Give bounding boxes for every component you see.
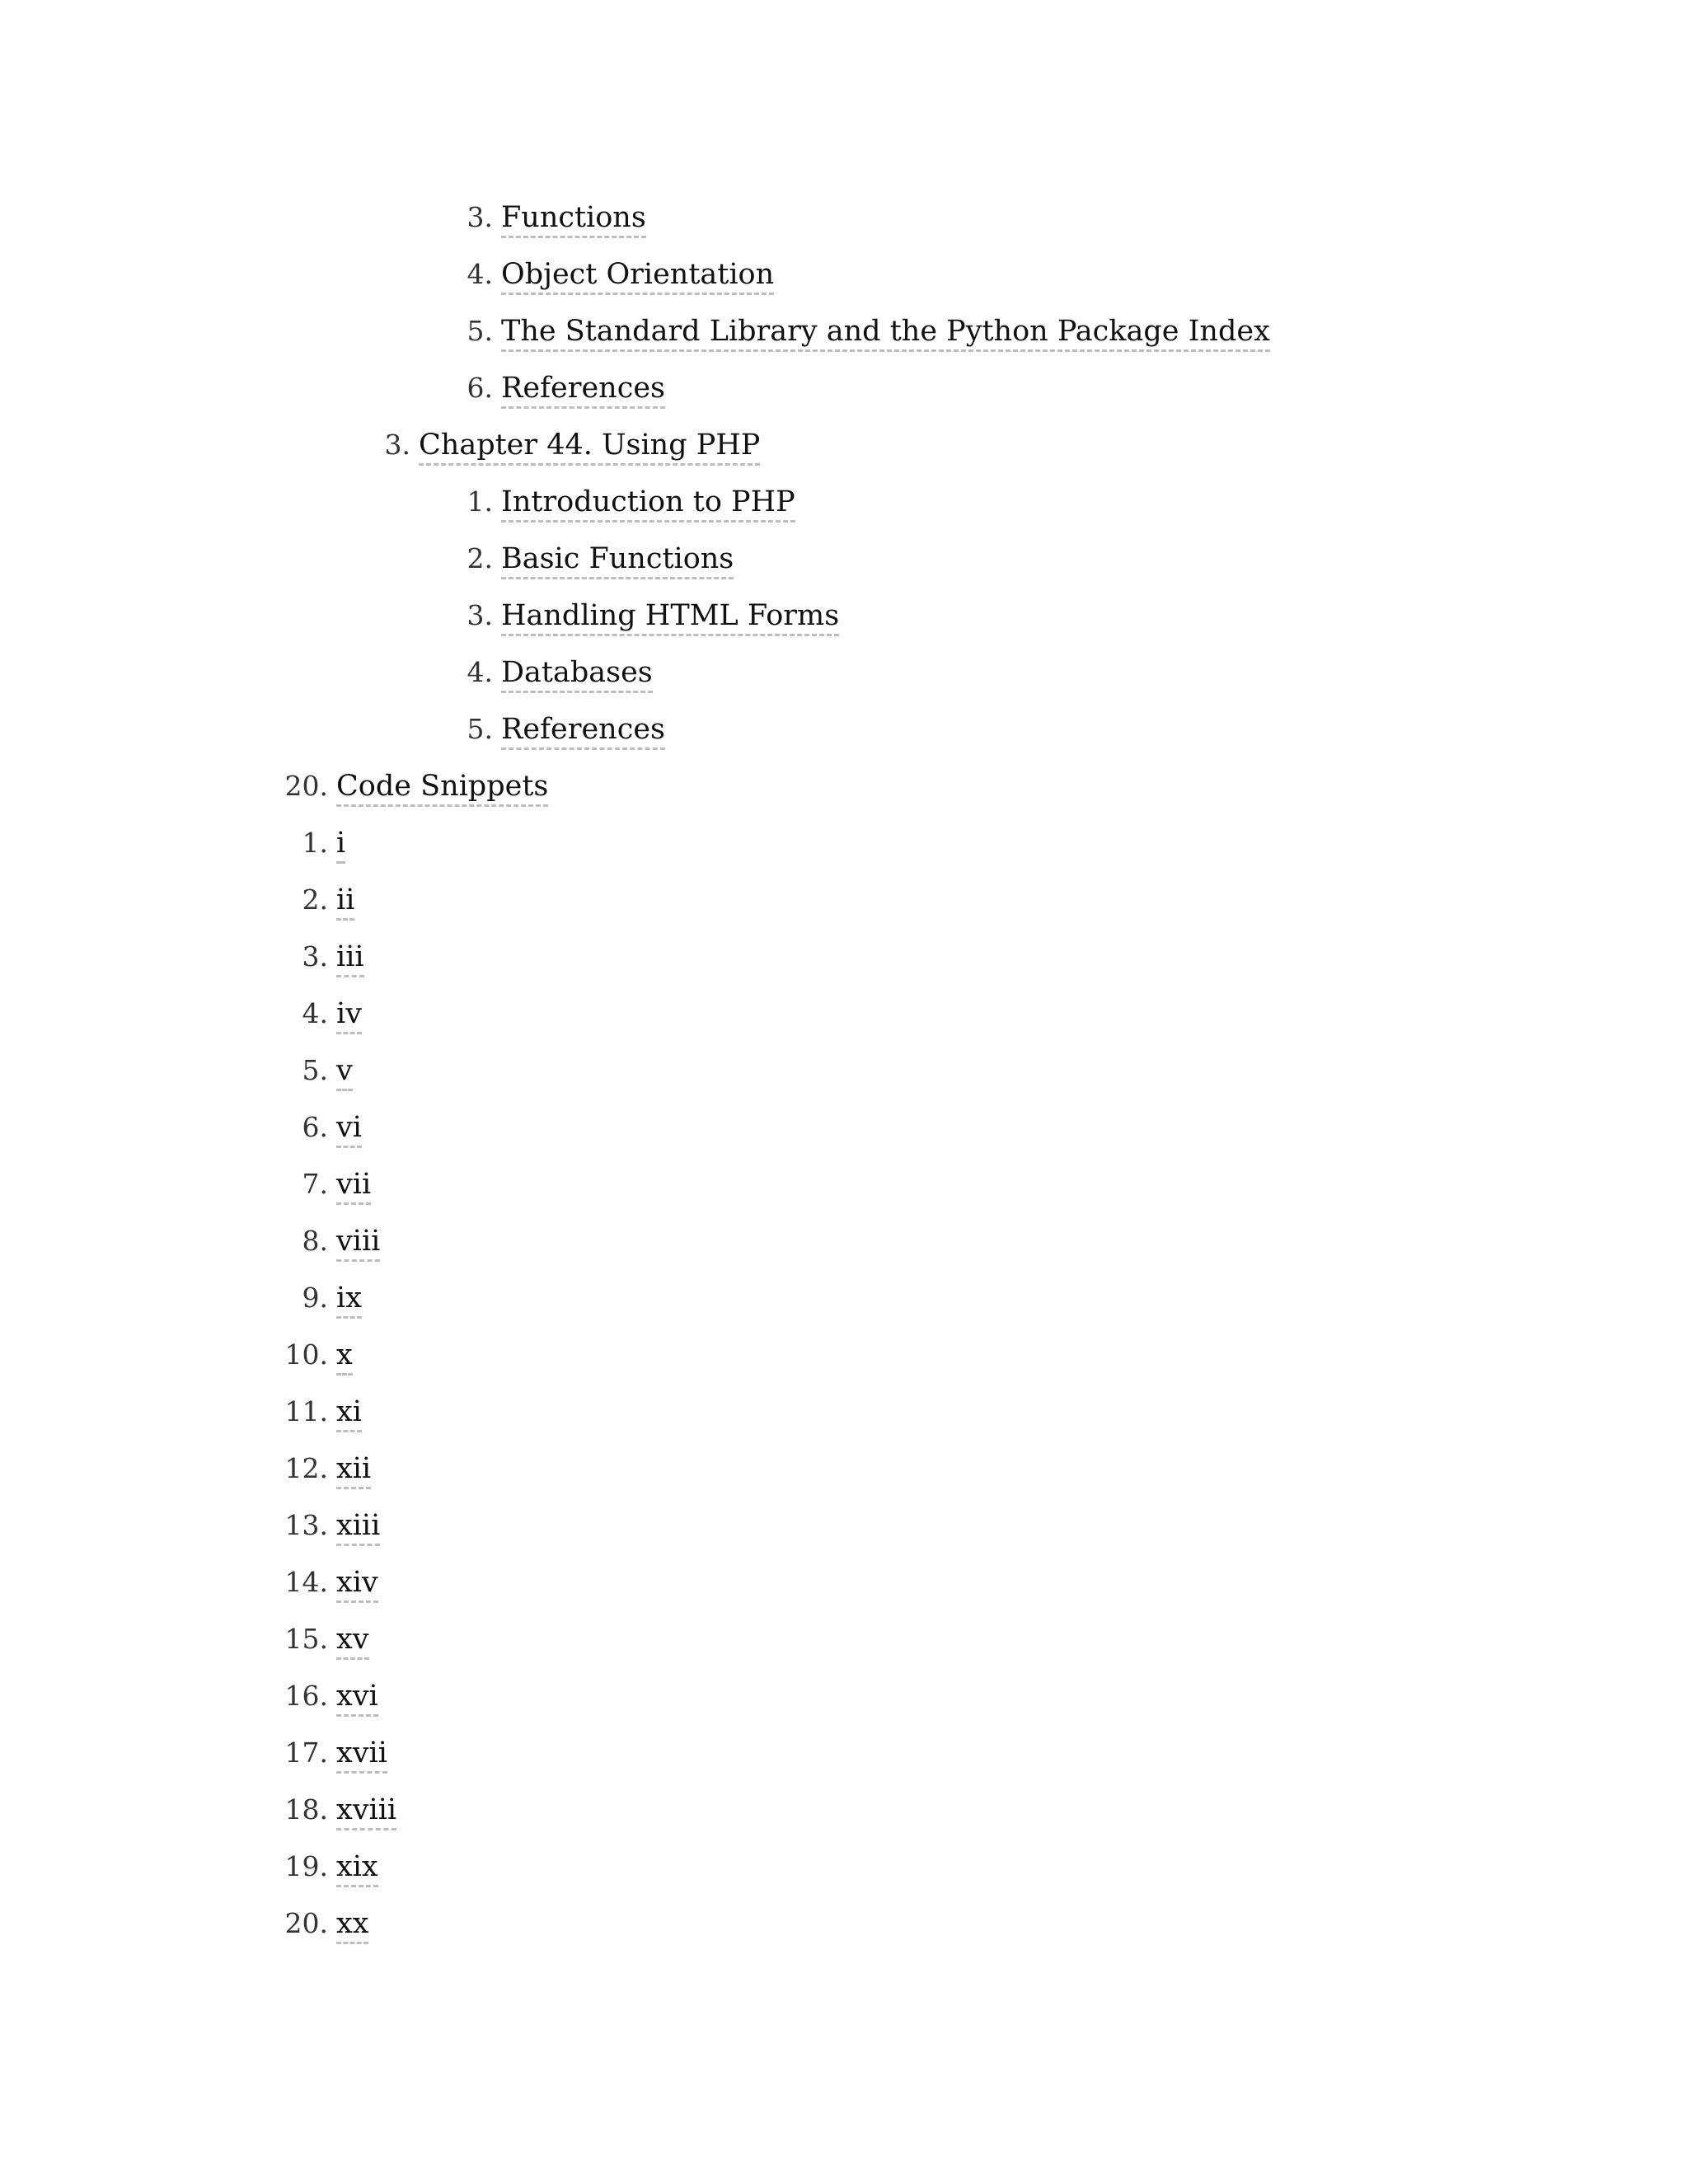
- toc-item-number: 5.: [467, 713, 493, 745]
- toc-link[interactable]: xv: [336, 1623, 369, 1660]
- toc-item-number: 5.: [302, 1054, 328, 1086]
- toc-item-roman[interactable]: [284, 1501, 381, 1550]
- toc-item-roman[interactable]: [284, 1728, 387, 1778]
- toc-item-number: 5.: [467, 315, 493, 347]
- toc-item-number: 13.: [284, 1509, 328, 1541]
- toc-item-roman[interactable]: [284, 1330, 353, 1380]
- toc-item-number: 6.: [467, 372, 493, 404]
- toc-item-roman[interactable]: [284, 1444, 372, 1493]
- toc-item-number: 20.: [284, 770, 328, 802]
- toc-link[interactable]: Functions: [501, 201, 646, 238]
- toc-link[interactable]: References: [501, 372, 665, 409]
- toc-link[interactable]: xvii: [336, 1736, 387, 1774]
- toc-item-object-orientation[interactable]: [467, 250, 775, 299]
- toc-item-roman[interactable]: [302, 1160, 372, 1209]
- toc-item-roman[interactable]: [302, 1103, 362, 1152]
- toc-link[interactable]: Code Snippets: [336, 770, 548, 807]
- toc-item-number: 18.: [284, 1793, 328, 1825]
- toc-item-number: 4.: [467, 656, 493, 688]
- toc-item-number: 3.: [384, 429, 410, 461]
- toc-link[interactable]: xii: [336, 1452, 371, 1489]
- toc-link[interactable]: xi: [336, 1395, 362, 1432]
- toc-item-number: 11.: [284, 1395, 328, 1427]
- toc-link[interactable]: The Standard Library and the Python Package Index: [501, 315, 1270, 352]
- toc-link[interactable]: Introduction to PHP: [501, 485, 795, 523]
- toc-item-roman[interactable]: [284, 1615, 369, 1664]
- toc-link[interactable]: xiv: [336, 1566, 378, 1603]
- toc-item-number: 9.: [302, 1282, 328, 1314]
- toc-link[interactable]: iv: [336, 997, 362, 1034]
- toc-item-roman[interactable]: [284, 1842, 378, 1891]
- toc-item-roman[interactable]: [284, 1899, 369, 1948]
- toc-link[interactable]: vii: [336, 1168, 371, 1205]
- toc-item-roman[interactable]: [284, 1387, 362, 1436]
- toc-item-number: 6.: [302, 1111, 328, 1143]
- toc-item-number: 8.: [302, 1225, 328, 1257]
- toc-link[interactable]: iii: [336, 940, 364, 977]
- toc-link[interactable]: xiii: [336, 1509, 380, 1546]
- toc-item-number: 2.: [302, 883, 328, 916]
- toc-item-basic-functions[interactable]: [467, 534, 734, 583]
- toc-item-number: 4.: [467, 258, 493, 290]
- toc-item-functions[interactable]: [467, 193, 646, 242]
- toc-item-databases[interactable]: [467, 648, 653, 697]
- toc-link[interactable]: xviii: [336, 1793, 396, 1830]
- toc-item-roman[interactable]: [302, 875, 355, 925]
- toc-item-roman[interactable]: [302, 989, 362, 1038]
- toc-item-roman[interactable]: [302, 932, 364, 982]
- toc-link[interactable]: Handling HTML Forms: [501, 599, 839, 636]
- toc-item-html-forms[interactable]: [467, 591, 840, 640]
- toc-item-number: 1.: [302, 827, 328, 859]
- toc-item-number: 15.: [284, 1623, 328, 1655]
- toc-item-number: 14.: [284, 1566, 328, 1598]
- toc-item-roman[interactable]: [302, 818, 346, 868]
- toc-item-number: 20.: [284, 1907, 328, 1939]
- toc-item-roman[interactable]: [284, 1558, 378, 1607]
- toc-item-number: 2.: [467, 542, 493, 574]
- toc-item-roman[interactable]: [302, 1216, 381, 1266]
- toc-item-number: 3.: [302, 940, 328, 972]
- toc-link[interactable]: xvi: [336, 1680, 378, 1717]
- toc-item-standard-library[interactable]: [467, 307, 1270, 356]
- toc-link[interactable]: xx: [336, 1907, 368, 1944]
- toc-link[interactable]: Chapter 44. Using PHP: [419, 429, 760, 466]
- toc-item-intro-php[interactable]: [467, 477, 795, 527]
- toc-item-number: 12.: [284, 1452, 328, 1484]
- toc-item-references[interactable]: [467, 363, 665, 413]
- toc-item-roman[interactable]: [302, 1046, 353, 1095]
- toc-item-number: 16.: [284, 1680, 328, 1712]
- toc-item-chapter-44[interactable]: [384, 420, 761, 470]
- toc-item-roman[interactable]: [302, 1273, 362, 1323]
- toc-item-number: 3.: [467, 599, 493, 631]
- toc-link[interactable]: Object Orientation: [501, 258, 774, 295]
- toc-item-number: 19.: [284, 1850, 328, 1882]
- toc-link[interactable]: Databases: [501, 656, 653, 693]
- toc-item-number: 1.: [467, 485, 493, 518]
- toc-link[interactable]: viii: [336, 1225, 380, 1262]
- toc-item-code-snippets[interactable]: [284, 762, 549, 811]
- toc-item-number: 17.: [284, 1736, 328, 1769]
- toc-item-references[interactable]: [467, 705, 665, 754]
- toc-link[interactable]: ii: [336, 883, 354, 921]
- toc-link[interactable]: i: [336, 827, 345, 864]
- toc-item-roman[interactable]: [284, 1785, 397, 1835]
- toc-link[interactable]: vi: [336, 1111, 362, 1148]
- toc-link[interactable]: xix: [336, 1850, 378, 1887]
- toc-link[interactable]: x: [336, 1338, 353, 1376]
- toc-link[interactable]: ix: [336, 1282, 362, 1319]
- toc-item-number: 10.: [284, 1338, 328, 1371]
- toc-link[interactable]: References: [501, 713, 665, 750]
- toc-item-roman[interactable]: [284, 1671, 378, 1721]
- toc-link[interactable]: Basic Functions: [501, 542, 734, 579]
- toc-item-number: 7.: [302, 1168, 328, 1200]
- toc-item-number: 4.: [302, 997, 328, 1029]
- toc-link[interactable]: v: [336, 1054, 353, 1091]
- toc-item-number: 3.: [467, 201, 493, 233]
